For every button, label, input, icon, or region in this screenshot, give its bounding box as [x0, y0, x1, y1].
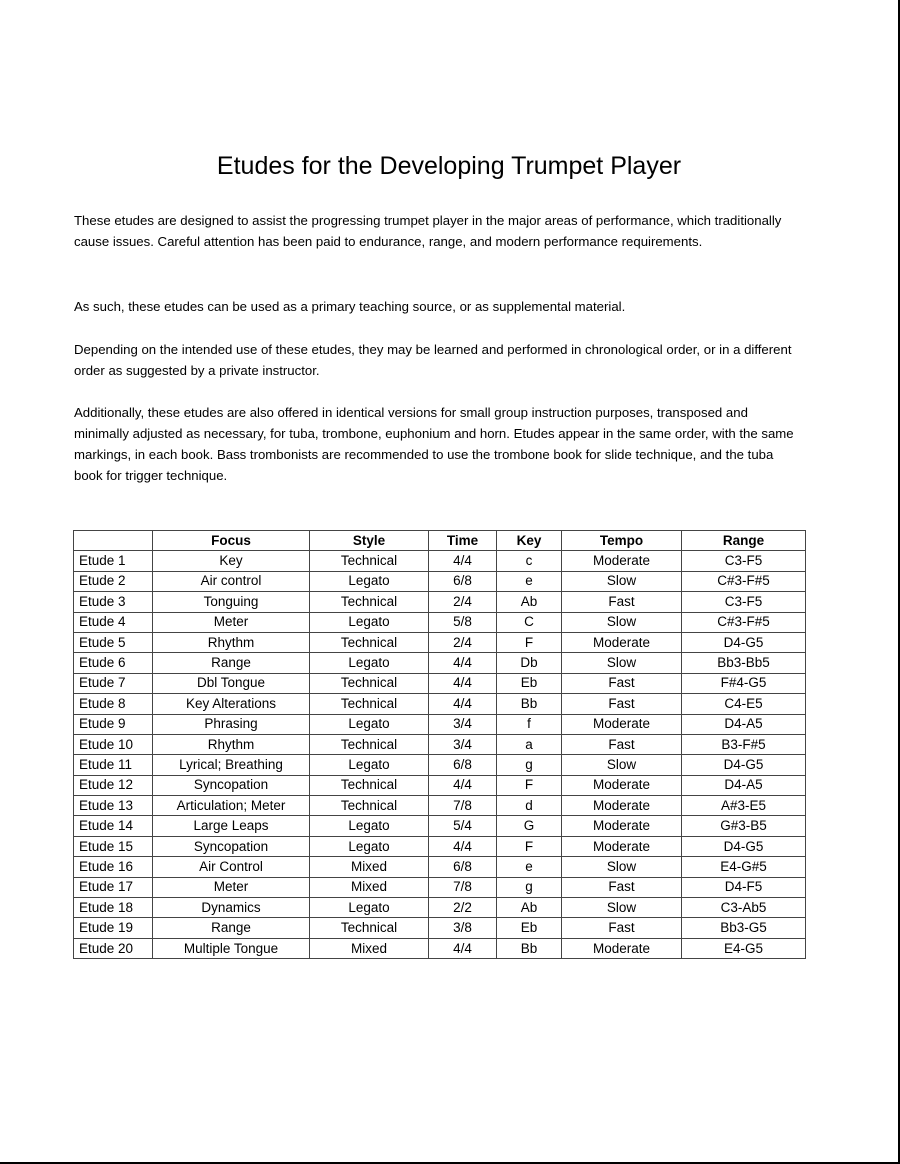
table-row	[74, 755, 806, 775]
time-cell: 6/8	[429, 755, 497, 775]
style-cell: Legato	[310, 612, 429, 632]
tempo-cell: Slow	[562, 571, 682, 591]
tempo-cell: Moderate	[562, 551, 682, 571]
tempo-cell: Slow	[562, 755, 682, 775]
column-header-key: Key	[497, 531, 562, 551]
table-body	[74, 551, 806, 959]
key-cell: F	[497, 632, 562, 652]
focus-cell: Syncopation	[153, 775, 310, 795]
focus-cell: Large Leaps	[153, 816, 310, 836]
time-cell: 4/4	[429, 653, 497, 673]
time-cell: 4/4	[429, 938, 497, 958]
table-row	[74, 673, 806, 693]
style-cell: Legato	[310, 571, 429, 591]
focus-cell: Air Control	[153, 857, 310, 877]
tempo-cell: Slow	[562, 653, 682, 673]
key-cell: f	[497, 714, 562, 734]
style-cell: Technical	[310, 673, 429, 693]
time-cell: 4/4	[429, 775, 497, 795]
style-cell: Technical	[310, 918, 429, 938]
time-cell: 4/4	[429, 551, 497, 571]
column-header-tempo: Tempo	[562, 531, 682, 551]
range-cell: E4-G#5	[682, 857, 806, 877]
range-cell: D4-A5	[682, 714, 806, 734]
etude-name-cell: Etude 10	[74, 734, 153, 754]
column-header	[74, 531, 153, 551]
table-row	[74, 796, 806, 816]
range-cell: D4-A5	[682, 775, 806, 795]
key-cell: g	[497, 755, 562, 775]
etude-name-cell: Etude 5	[74, 632, 153, 652]
tempo-cell: Moderate	[562, 632, 682, 652]
etude-name-cell: Etude 4	[74, 612, 153, 632]
range-cell: C#3-F#5	[682, 612, 806, 632]
column-header-time: Time	[429, 531, 497, 551]
focus-cell: Key Alterations	[153, 694, 310, 714]
intro-paragraph: These etudes are designed to assist the progressing trumpet player in the major areas of performance, which traditionally cause issues. Careful attention has been paid to endurance, range, and modern performance requirements.	[74, 213, 782, 249]
time-cell: 6/8	[429, 857, 497, 877]
focus-cell: Air control	[153, 571, 310, 591]
tempo-cell: Moderate	[562, 714, 682, 734]
key-cell: a	[497, 734, 562, 754]
range-cell: C#3-F#5	[682, 571, 806, 591]
range-cell: E4-G5	[682, 938, 806, 958]
focus-cell: Articulation; Meter	[153, 796, 310, 816]
key-cell: Bb	[497, 694, 562, 714]
key-cell: G	[497, 816, 562, 836]
column-header-range: Range	[682, 531, 806, 551]
key-cell: e	[497, 857, 562, 877]
key-cell: g	[497, 877, 562, 897]
focus-cell: Key	[153, 551, 310, 571]
style-cell: Technical	[310, 775, 429, 795]
style-cell: Technical	[310, 551, 429, 571]
style-cell: Technical	[310, 694, 429, 714]
table-row	[74, 898, 806, 918]
focus-cell: Phrasing	[153, 714, 310, 734]
table-row	[74, 571, 806, 591]
etude-name-cell: Etude 9	[74, 714, 153, 734]
focus-cell: Meter	[153, 877, 310, 897]
table-header-row	[74, 531, 806, 551]
time-cell: 3/4	[429, 714, 497, 734]
etude-name-cell: Etude 19	[74, 918, 153, 938]
time-cell: 3/8	[429, 918, 497, 938]
etude-name-cell: Etude 8	[74, 694, 153, 714]
key-cell: Ab	[497, 898, 562, 918]
range-cell: Bb3-G5	[682, 918, 806, 938]
focus-cell: Dynamics	[153, 898, 310, 918]
time-cell: 5/8	[429, 612, 497, 632]
range-cell: C3-F5	[682, 592, 806, 612]
focus-cell: Rhythm	[153, 632, 310, 652]
key-cell: e	[497, 571, 562, 591]
key-cell: Bb	[497, 938, 562, 958]
style-cell: Technical	[310, 632, 429, 652]
range-cell: G#3-B5	[682, 816, 806, 836]
key-cell: F	[497, 775, 562, 795]
tempo-cell: Moderate	[562, 816, 682, 836]
tempo-cell: Fast	[562, 734, 682, 754]
style-cell: Technical	[310, 592, 429, 612]
time-cell: 4/4	[429, 673, 497, 693]
time-cell: 4/4	[429, 836, 497, 856]
range-cell: Bb3-Bb5	[682, 653, 806, 673]
key-cell: Eb	[497, 918, 562, 938]
tempo-cell: Slow	[562, 612, 682, 632]
focus-cell: Rhythm	[153, 734, 310, 754]
table-row	[74, 551, 806, 571]
focus-cell: Range	[153, 918, 310, 938]
etude-name-cell: Etude 20	[74, 938, 153, 958]
table-row	[74, 816, 806, 836]
time-cell: 5/4	[429, 816, 497, 836]
focus-cell: Dbl Tongue	[153, 673, 310, 693]
etude-name-cell: Etude 12	[74, 775, 153, 795]
tempo-cell: Slow	[562, 857, 682, 877]
etude-name-cell: Etude 17	[74, 877, 153, 897]
key-cell: Db	[497, 653, 562, 673]
order-paragraph: Depending on the intended use of these etudes, they may be learned and performed in chronological order, or in a different order as suggested by a private instructor.	[74, 342, 792, 378]
range-cell: A#3-E5	[682, 796, 806, 816]
focus-cell: Meter	[153, 612, 310, 632]
table-row	[74, 938, 806, 958]
focus-cell: Lyrical; Breathing	[153, 755, 310, 775]
style-cell: Mixed	[310, 938, 429, 958]
key-cell: d	[497, 796, 562, 816]
tempo-cell: Fast	[562, 918, 682, 938]
table-row	[74, 836, 806, 856]
style-cell: Legato	[310, 755, 429, 775]
style-cell: Technical	[310, 796, 429, 816]
tempo-cell: Slow	[562, 898, 682, 918]
etude-name-cell: Etude 3	[74, 592, 153, 612]
etude-name-cell: Etude 6	[74, 653, 153, 673]
etude-name-cell: Etude 2	[74, 571, 153, 591]
tempo-cell: Fast	[562, 877, 682, 897]
range-cell: D4-G5	[682, 755, 806, 775]
table-row	[74, 857, 806, 877]
table-row	[74, 612, 806, 632]
page-title: Etudes for the Developing Trumpet Player	[216, 152, 682, 180]
table-row	[74, 714, 806, 734]
focus-cell: Tonguing	[153, 592, 310, 612]
tempo-cell: Fast	[562, 592, 682, 612]
style-cell: Legato	[310, 816, 429, 836]
etude-name-cell: Etude 14	[74, 816, 153, 836]
style-cell: Legato	[310, 653, 429, 673]
style-cell: Technical	[310, 734, 429, 754]
range-cell: F#4-G5	[682, 673, 806, 693]
key-cell: C	[497, 612, 562, 632]
key-cell: c	[497, 551, 562, 571]
etude-name-cell: Etude 15	[74, 836, 153, 856]
column-header-focus: Focus	[153, 531, 310, 551]
etude-name-cell: Etude 11	[74, 755, 153, 775]
range-cell: B3-F#5	[682, 734, 806, 754]
tempo-cell: Moderate	[562, 775, 682, 795]
time-cell: 3/4	[429, 734, 497, 754]
style-cell: Legato	[310, 714, 429, 734]
table-row	[74, 877, 806, 897]
etude-name-cell: Etude 16	[74, 857, 153, 877]
range-cell: C3-Ab5	[682, 898, 806, 918]
style-cell: Legato	[310, 898, 429, 918]
table-row	[74, 918, 806, 938]
table-row	[74, 775, 806, 795]
time-cell: 2/4	[429, 592, 497, 612]
key-cell: Ab	[497, 592, 562, 612]
style-cell: Mixed	[310, 877, 429, 897]
time-cell: 4/4	[429, 694, 497, 714]
etude-name-cell: Etude 7	[74, 673, 153, 693]
table-row	[74, 592, 806, 612]
range-cell: D4-G5	[682, 836, 806, 856]
style-cell: Mixed	[310, 857, 429, 877]
tempo-cell: Fast	[562, 694, 682, 714]
time-cell: 7/8	[429, 877, 497, 897]
table-row	[74, 694, 806, 714]
usage-paragraph: As such, these etudes can be used as a primary teaching source, or as supplemental material.	[74, 299, 626, 314]
table-row	[74, 653, 806, 673]
tempo-cell: Fast	[562, 673, 682, 693]
range-cell: C3-F5	[682, 551, 806, 571]
time-cell: 2/2	[429, 898, 497, 918]
etude-name-cell: Etude 1	[74, 551, 153, 571]
table-row	[74, 632, 806, 652]
versions-paragraph: Additionally, these etudes are also offered in identical versions for small group instruction purposes, transposed and minimally adjusted as necessary, for tuba, trombone, euphonium and horn. Etudes appear in the same order, with the same markings, in each book. Bass trombonists are recommended to use the trombone book for slide technique, and the tuba book for trigger technique.	[74, 405, 794, 483]
range-cell: D4-F5	[682, 877, 806, 897]
range-cell: C4-E5	[682, 694, 806, 714]
column-header-style: Style	[310, 531, 429, 551]
etude-name-cell: Etude 13	[74, 796, 153, 816]
focus-cell: Multiple Tongue	[153, 938, 310, 958]
tempo-cell: Moderate	[562, 938, 682, 958]
focus-cell: Syncopation	[153, 836, 310, 856]
table-row	[74, 734, 806, 754]
time-cell: 6/8	[429, 571, 497, 591]
key-cell: F	[497, 836, 562, 856]
time-cell: 7/8	[429, 796, 497, 816]
focus-cell: Range	[153, 653, 310, 673]
etude-name-cell: Etude 18	[74, 898, 153, 918]
time-cell: 2/4	[429, 632, 497, 652]
range-cell: D4-G5	[682, 632, 806, 652]
etudes-table	[73, 530, 806, 959]
key-cell: Eb	[497, 673, 562, 693]
tempo-cell: Moderate	[562, 836, 682, 856]
style-cell: Legato	[310, 836, 429, 856]
tempo-cell: Moderate	[562, 796, 682, 816]
